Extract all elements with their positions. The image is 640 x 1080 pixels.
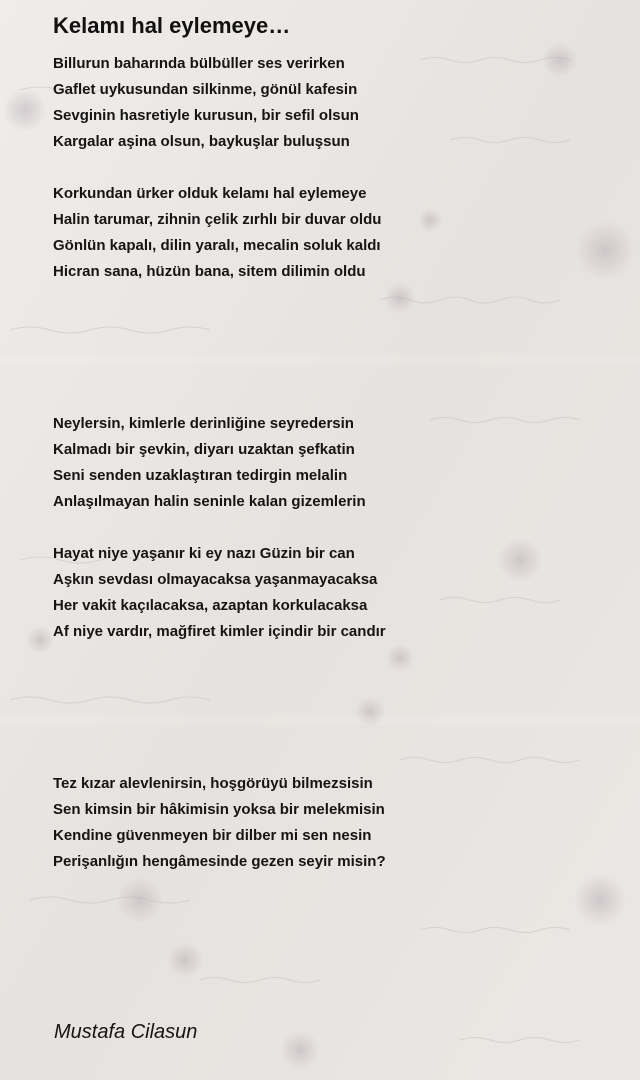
poem-line: Her vakit kaçılacaksa, azaptan korkulacaksa [53, 597, 368, 614]
poem-line: Sen kimsin bir hâkimisin yoksa bir melekmisin [53, 801, 385, 818]
poem-line: Aşkın sevdası olmayacaksa yaşanmayacaksa [53, 571, 378, 588]
stanza-3 [53, 411, 366, 515]
poem-line: Tez kızar alevlenirsin, hoşgörüyü bilmezsisin [53, 775, 373, 792]
poem-line: Seni senden uzaklaştıran tedirgin melalin [53, 467, 348, 484]
stanza-4 [53, 541, 386, 645]
poem-author: Mustafa Cilasun [54, 1021, 198, 1043]
poem-line: Billurun baharında bülbüller ses verirken [53, 55, 345, 72]
poem-line: Sevginin hasretiyle kurusun, bir sefil olsun [53, 107, 359, 124]
poem-title: Kelamı hal eylemeye… [53, 13, 291, 38]
poem-line: Neylersin, kimlerle derinliğine seyredersin [53, 415, 354, 432]
stanza-1 [53, 51, 359, 155]
poem-line: Kendine güvenmeyen bir dilber mi sen nesin [53, 827, 372, 844]
poem-line: Gönlün kapalı, dilin yaralı, mecalin soluk kaldı [53, 237, 381, 254]
poem-line: Halin tarumar, zihnin çelik zırhlı bir duvar oldu [53, 211, 382, 228]
poem-line: Hicran sana, hüzün bana, sitem dilimin oldu [53, 263, 366, 280]
poem-line: Gaflet uykusundan silkinme, gönül kafesin [53, 81, 358, 98]
poem-line: Af niye vardır, mağfiret kimler içindir bir candır [53, 623, 386, 640]
poem-line: Korkundan ürker olduk kelamı hal eylemeye [53, 185, 367, 202]
poem-line: Hayat niye yaşanır ki ey nazı Güzin bir can [53, 545, 355, 562]
stanza-2 [53, 181, 381, 285]
stanza-5 [53, 771, 386, 875]
poem-line: Kargalar aşina olsun, baykuşlar buluşsun [53, 133, 350, 150]
poem-line: Anlaşılmayan halin seninle kalan gizemlerin [53, 493, 366, 510]
poem-line: Perişanlığın hengâmesinde gezen seyir misin? [53, 853, 386, 870]
poem-line: Kalmadı bir şevkin, diyarı uzaktan şefkatin [53, 441, 355, 458]
